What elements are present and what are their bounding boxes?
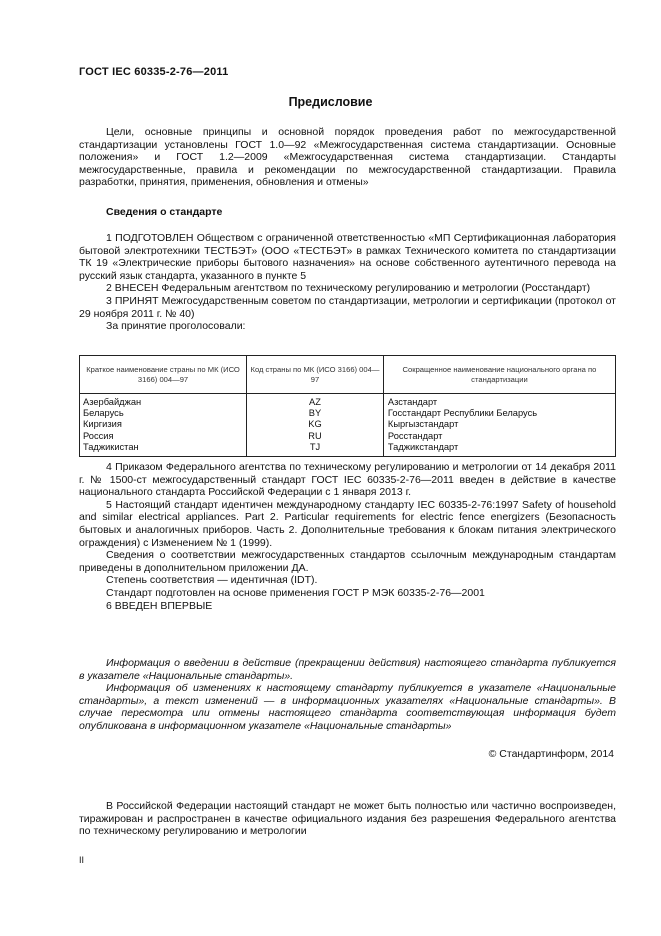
standard-code-header: ГОСТ IEC 60335-2-76—2011 xyxy=(79,66,229,78)
table-row xyxy=(80,394,616,457)
page-number: II xyxy=(79,855,85,865)
country-name: Таджикистан xyxy=(83,441,139,452)
item-1: 1 ПОДГОТОВЛЕН Обществом с ограниченной ответственностью «МП Сертификационная лаборатория бытовой электротехники ТЕСТБЭТ» (ООО «ТЕСТБЭТ» в рамках Технического комитета по стандартизации ТК 19 «Электрические приборы бытового назначения» на основе собственного аутентичного перевода на русский язык стандарта, указанного в пункте 5 xyxy=(79,232,616,282)
standards-body: Госстандарт Республики Беларусь xyxy=(387,408,538,419)
copyright-line: © Стандартинформ, 2014 xyxy=(488,748,614,760)
country-name: Киргизия xyxy=(83,419,122,430)
intro-paragraph: Цели, основные принципы и основной порядок проведения работ по межгосударственной стандартизации установлены ГОСТ 1.0—92 «Межгосударственная система стандартизации. Основные положения» и ГОСТ 1.2—2009 «Межгосударственная система стандартизации. Стандарты межгосударственные, правила и рекомендации по межгосударственной стандартизации. Правила разработки, принятия, применения, обновления и отмены» xyxy=(79,126,616,189)
item-6: 6 ВВЕДЕН ВПЕРВЫЕ xyxy=(106,599,213,612)
table-header-row xyxy=(80,356,616,394)
section-heading: Сведения о стандарте xyxy=(106,206,223,218)
standards-body: Кыргызстандарт xyxy=(387,419,459,430)
page-title: Предисловие xyxy=(288,95,373,109)
notice-paragraph-1: Информация о введении в действие (прекращении действия) настоящего стандарта публикуется в указателе «Национальные стандарты». xyxy=(79,657,616,682)
item-2: 2 ВНЕСЕН Федеральным агентством по техническому регулированию и метрологии (Росстандарт) xyxy=(106,282,591,295)
publication-notice xyxy=(79,657,616,733)
country-name-cell xyxy=(80,394,247,457)
country-code: RU xyxy=(308,430,322,441)
standards-body: Таджикстандарт xyxy=(387,441,459,452)
standards-body: Росстандарт xyxy=(387,430,443,441)
header-country-code: Код страны по МК (ИСО 3166) 004—97 xyxy=(247,356,384,394)
notice-paragraph-2: Информация об изменениях к настоящему стандарту публикуется в указателе «Национальные стандарты», а текст изменений — в информационных указателях «Национальные стандарты». В случае пересмотра или отмены настоящего стандарта соответствующая информация будет опубликована в информационном указателе «Национальные стандарты» xyxy=(79,682,616,732)
header-country-name: Краткое наименование страны по МК (ИСО 3166) 004—97 xyxy=(80,356,247,394)
voted-label: За принятие проголосовали: xyxy=(106,320,246,333)
item-4: 4 Приказом Федерального агентства по техническому регулированию и метрологии от 14 декабря 2011 г. № 1500-ст межгосударственный стандарт ГОСТ IEC 60335-2-76—2011 введен в действие в качестве национального стандарта Российской Федерации с 1 января 2013 г. xyxy=(79,461,616,499)
section-heading-block xyxy=(79,206,616,219)
country-name: Беларусь xyxy=(83,408,124,419)
intro-section xyxy=(79,126,616,189)
country-code: AZ xyxy=(309,397,321,407)
voting-countries-table xyxy=(79,355,616,457)
country-code: TJ xyxy=(309,441,321,452)
rights-paragraph: В Российской Федерации настоящий стандарт не может быть полностью или частично воспроизведен, тиражирован и распространен в качестве официального издания без разрешения Федерального агентства по техническому регулированию и метрологии xyxy=(79,800,616,838)
standards-body: Азстандарт xyxy=(387,397,438,407)
degree-of-correspondence: Степень соответствия — идентичная (IDT). xyxy=(106,574,318,587)
standard-info-items-continued xyxy=(79,461,616,612)
item-5: 5 Настоящий стандарт идентичен международному стандарту IEC 60335-2-76:1997 Safety of household and similar electrical appliances. Part 2. Particular requirements for electric fence energizers (Безопасность бытовых и аналогичных приборов. Часть 2. Дополнительные требования к блокам питания электрического ограждения) с Изменением № 1 (1999). xyxy=(79,498,616,549)
country-code: KG xyxy=(308,419,322,430)
rights-section xyxy=(79,800,616,838)
country-name: Азербайджан xyxy=(83,397,142,407)
references-info: Сведения о соответствии межгосударственных стандартов ссылочным международным стандартам приведены в дополнительном приложении ДА. xyxy=(79,549,616,574)
country-name: Россия xyxy=(83,430,114,441)
country-code-cell xyxy=(247,394,384,457)
prepared-basis: Стандарт подготовлен на основе применения ГОСТ Р МЭК 60335-2-76—2001 xyxy=(106,586,485,599)
country-code: BY xyxy=(308,408,322,419)
item-3: 3 ПРИНЯТ Межгосударственным советом по стандартизации, метрологии и сертификации (протокол от 29 ноября 2011 г. № 40) xyxy=(79,294,616,320)
header-standards-body: Сокращенное наименование национального органа по стандартизации xyxy=(383,356,615,394)
standards-body-cell xyxy=(383,394,615,457)
standard-info-items xyxy=(79,232,616,333)
